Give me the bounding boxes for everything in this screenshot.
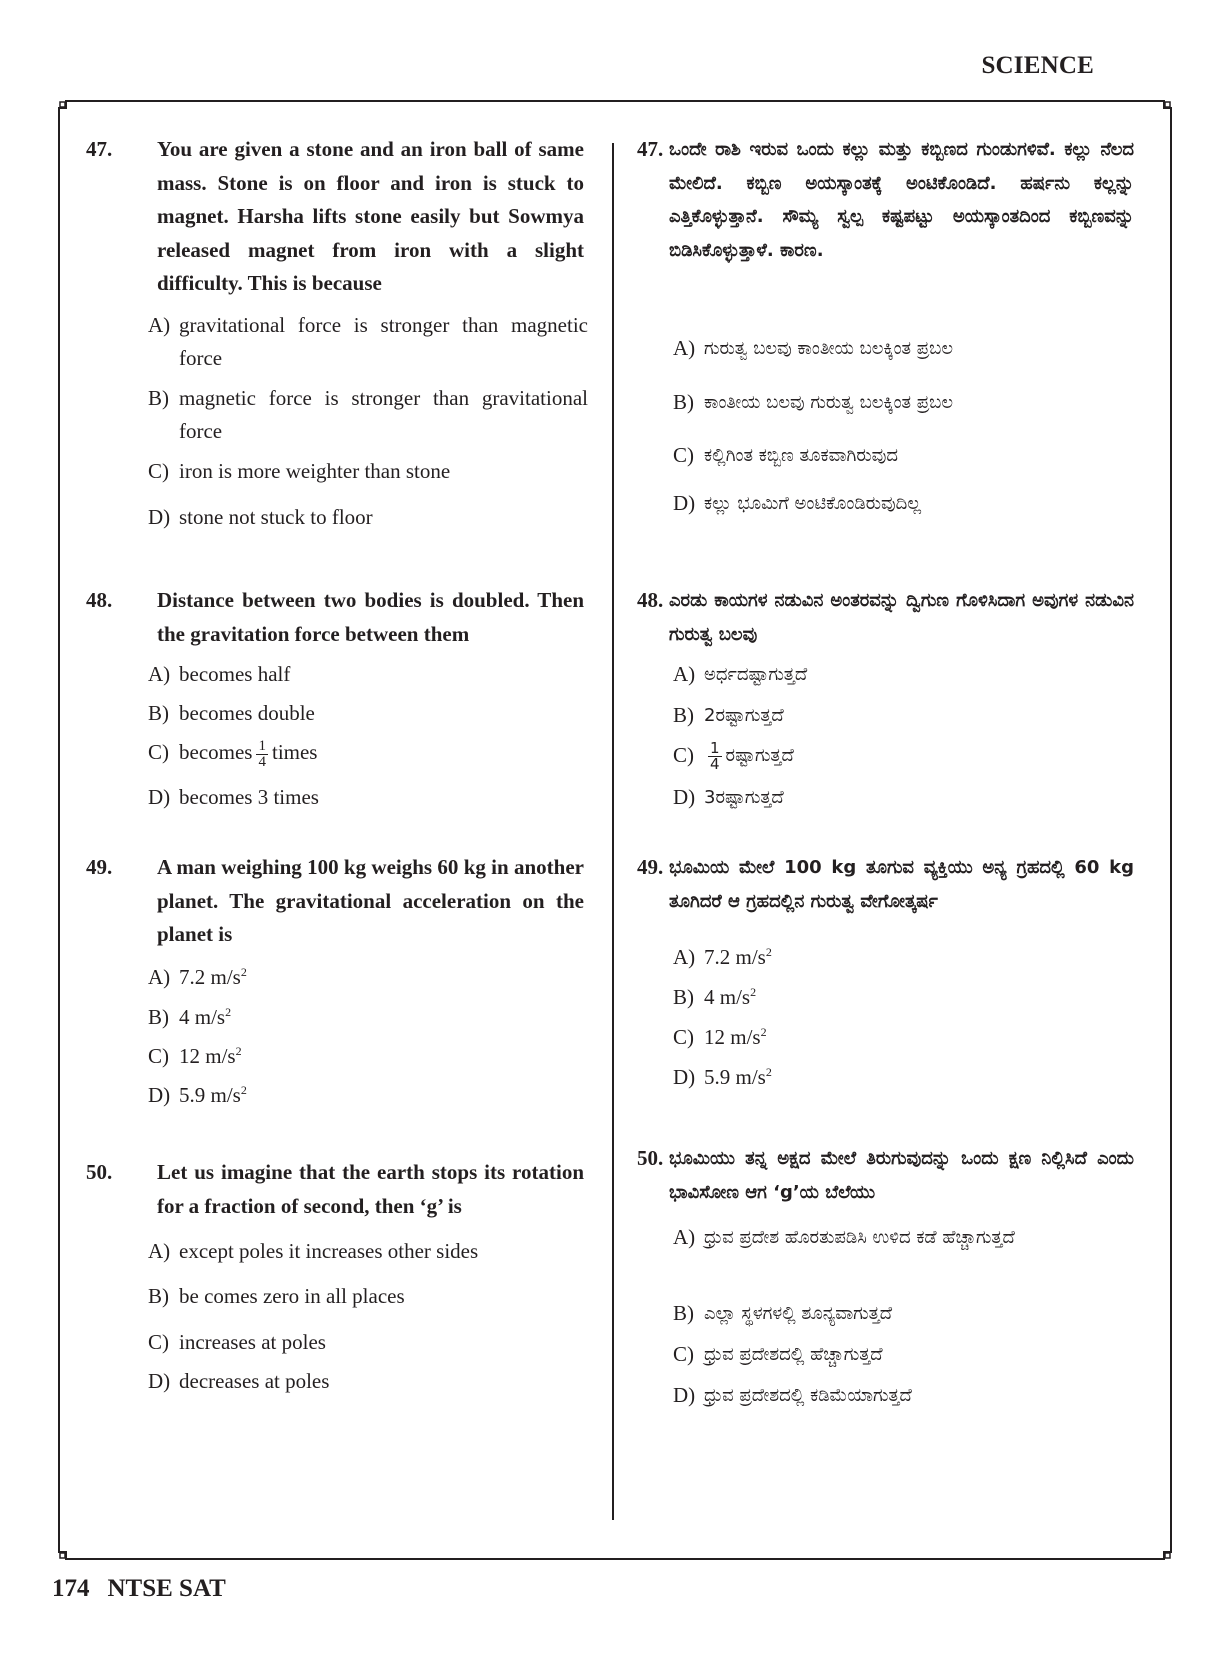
footer-title: NTSE SAT	[107, 1575, 226, 1602]
frame-corner-ornament-icon	[58, 1538, 80, 1560]
option-b: B) be comes zero in all places	[148, 1284, 405, 1308]
option-a: A) becomes half	[148, 662, 291, 686]
option-c: C) 12 $m/s^2$	[148, 1044, 242, 1068]
question-text: ಎರಡು ಕಾಯಗಳ ನಡುವಿನ ಅಂತರವನ್ನು ದ್ವಿಗುಣ ಗೊಳಿಸಿದಾಗ ಅವುಗಳ ನಡುವಿನ ಗುರುತ್ವ ಬಲವು	[669, 590, 1134, 645]
option-a: A) ಅರ್ಧದಷ್ಟಾಗುತ್ತದೆ	[673, 662, 808, 686]
question-number: 48.	[86, 588, 113, 612]
frame-corner-ornament-icon	[1150, 1538, 1172, 1560]
option-b: B) magnetic force is stronger than gravitational force	[148, 386, 588, 443]
option-c: C) increases at poles	[148, 1330, 326, 1354]
option-b: B) becomes double	[148, 701, 315, 725]
option-a: A) 7.2 $m/s^2$	[673, 945, 772, 969]
option-b: B) 4 $m/s^2$	[673, 985, 757, 1009]
frame-corner-ornament-icon	[58, 100, 80, 122]
option-b: B) 2ರಷ್ಟಾಗುತ್ತದೆ	[673, 703, 784, 727]
frame-left-border	[58, 122, 60, 1538]
option-d: D) stone not stuck to floor	[148, 505, 373, 529]
question-47-kn	[637, 133, 1134, 533]
option-d: D) 5.9 $m/s^2$	[148, 1083, 247, 1107]
question-number: 49.	[637, 855, 664, 879]
column-divider	[612, 143, 614, 1520]
question-text: Let us imagine that the earth stops its rotation for a fraction of second, then ‘g’ is	[157, 1160, 584, 1218]
option-a: A) 7.2 $m/s^2$	[148, 965, 247, 989]
option-b: B) ಎಲ್ಲಾ ಸ್ಥಳಗಳಲ್ಲಿ ಶೂನ್ಯವಾಗುತ್ತದೆ	[673, 1301, 893, 1325]
option-a: A) gravitational force is stronger than magnetic force	[148, 313, 588, 370]
question-text: Distance between two bodies is doubled. Then the gravitation force between them	[157, 588, 584, 646]
option-d: D) ಕಲ್ಲು ಭೂಮಿಗೆ ಅಂಟಿಕೊಂಡಿರುವುದಿಲ್ಲ	[673, 491, 922, 515]
page-footer	[52, 1575, 244, 1603]
option-d: D) 5.9 $m/s^2$	[673, 1065, 772, 1089]
question-47-en	[86, 133, 588, 533]
frame-corner-ornament-icon	[1150, 100, 1172, 122]
question-49-en	[86, 851, 584, 1111]
question-49-kn	[637, 851, 1134, 1111]
question-50-en	[86, 1156, 584, 1406]
option-d: D) becomes 3 times	[148, 785, 319, 809]
option-a: A) except poles it increases other sides	[148, 1239, 479, 1263]
option-c: C) ಕಲ್ಲಿಗಿಂತ ಕಬ್ಬಿಣ ತೂಕವಾಗಿರುವುದ	[673, 443, 898, 467]
question-number: 48.	[637, 588, 664, 612]
question-text: A man weighing 100 kg weighs 60 kg in another planet. The gravitational acceleration on the planet is	[157, 855, 584, 946]
question-text: You are given a stone and an iron ball of same mass. Stone is on floor and iron is stuck to magnet. Harsha lifts stone easily but Sowmya released magnet from iron with a slight difficulty. This is because	[157, 137, 584, 295]
option-b: B) ಕಾಂತೀಯ ಬಲವು ಗುರುತ್ವ ಬಲಕ್ಕಿಂತ ಪ್ರಬಲ	[673, 390, 953, 414]
question-number: 47.	[86, 137, 113, 161]
page-number: 174	[52, 1575, 90, 1602]
option-c: C) becomes $\frac{1}{4}$ times	[148, 737, 318, 770]
option-c: C) $\frac{1}{4}$ ರಷ್ಟಾಗುತ್ತದೆ	[673, 738, 794, 773]
question-text: ಒಂದೇ ರಾಶಿ ಇರುವ ಒಂದು ಕಲ್ಲು ಮತ್ತು ಕಬ್ಬಿಣದ ಗುಂಡುಗಳಿವೆ. ಕಲ್ಲು ನೆಲದ ಮೇಲಿದೆ. ಕಬ್ಬಿಣ ಅಯಸ್ಕಾಂತಕ್ಕೆ ಅಂಟಿಕೊಂಡಿದೆ. ಹರ್ಷನು ಕಲ್ಲನ್ನು ಎತ್ತಿಕೊಳ್ಳುತ್ತಾನೆ. ಸೌಮ್ಯ ಸ್ವಲ್ಪ ಕಷ್ಟಪಟ್ಟು ಅಯಸ್ಕಾಂತದಿಂದ ಕಬ್ಬಿಣವನ್ನು ಬಿಡಿಸಿಕೊಳ್ಳುತ್ತಾಳೆ. ಕಾರಣ.	[669, 139, 1134, 261]
question-number: 49.	[86, 855, 113, 879]
option-d: D) ಧ್ರುವ ಪ್ರದೇಶದಲ್ಲಿ ಕಡಿಮೆಯಾಗುತ್ತದೆ	[673, 1383, 912, 1407]
option-c: C) 12 $m/s^2$	[673, 1025, 767, 1049]
option-d: D) 3ರಷ್ಟಾಗುತ್ತದೆ	[673, 785, 784, 809]
fraction: $\frac{1}{4}$	[258, 737, 266, 770]
option-a: A) ಗುರುತ್ವ ಬಲವು ಕಾಂತೀಯ ಬಲಕ್ಕಿಂತ ಪ್ರಬಲ	[673, 336, 953, 360]
option-d: D) decreases at poles	[148, 1369, 330, 1393]
frame-right-border	[1170, 122, 1172, 1538]
option-a: A) ಧ್ರುವ ಪ್ರದೇಶ ಹೊರತುಪಡಿಸಿ ಉಳಿದ ಕಡೆ ಹೆಚ್ಚಾಗುತ್ತದೆ	[673, 1225, 1015, 1249]
option-c: C) iron is more weighter than stone	[148, 459, 451, 483]
frame-top-border	[80, 100, 1150, 102]
question-48-kn	[637, 584, 1134, 814]
subject-header: SCIENCE	[981, 52, 1094, 79]
frame-bottom-border	[80, 1558, 1150, 1560]
question-48-en	[86, 584, 584, 814]
question-number: 50.	[637, 1146, 664, 1170]
fraction: $\frac{1}{4}$	[710, 738, 720, 773]
option-c: C) ಧ್ರುವ ಪ್ರದೇಶದಲ್ಲಿ ಹೆಚ್ಚಾಗುತ್ತದೆ	[673, 1342, 883, 1366]
question-text: ಭೂಮಿಯ ಮೇಲೆ 100 kg ತೂಗುವ ವ್ಯಕ್ತಿಯು ಅನ್ಯ ಗ್ರಹದಲ್ಲಿ 60 kg ತೂಗಿದರೆ ಆ ಗ್ರಹದಲ್ಲಿನ ಗುರುತ್ವ ವೇಗೋತ್ಕರ್ಷ	[669, 857, 1134, 912]
question-50-kn	[637, 1142, 1134, 1412]
option-b: B) 4 $m/s^2$	[148, 1005, 232, 1029]
question-text: ಭೂಮಿಯು ತನ್ನ ಅಕ್ಷದ ಮೇಲೆ ತಿರುಗುವುದನ್ನು ಒಂದು ಕ್ಷಣ ನಿಲ್ಲಿಸಿದೆ ಎಂದು ಭಾವಿಸೋಣ ಆಗ ‘g’ಯ ಬೆಲೆಯು	[669, 1148, 1134, 1203]
question-number: 47.	[637, 137, 664, 161]
question-number: 50.	[86, 1160, 113, 1184]
